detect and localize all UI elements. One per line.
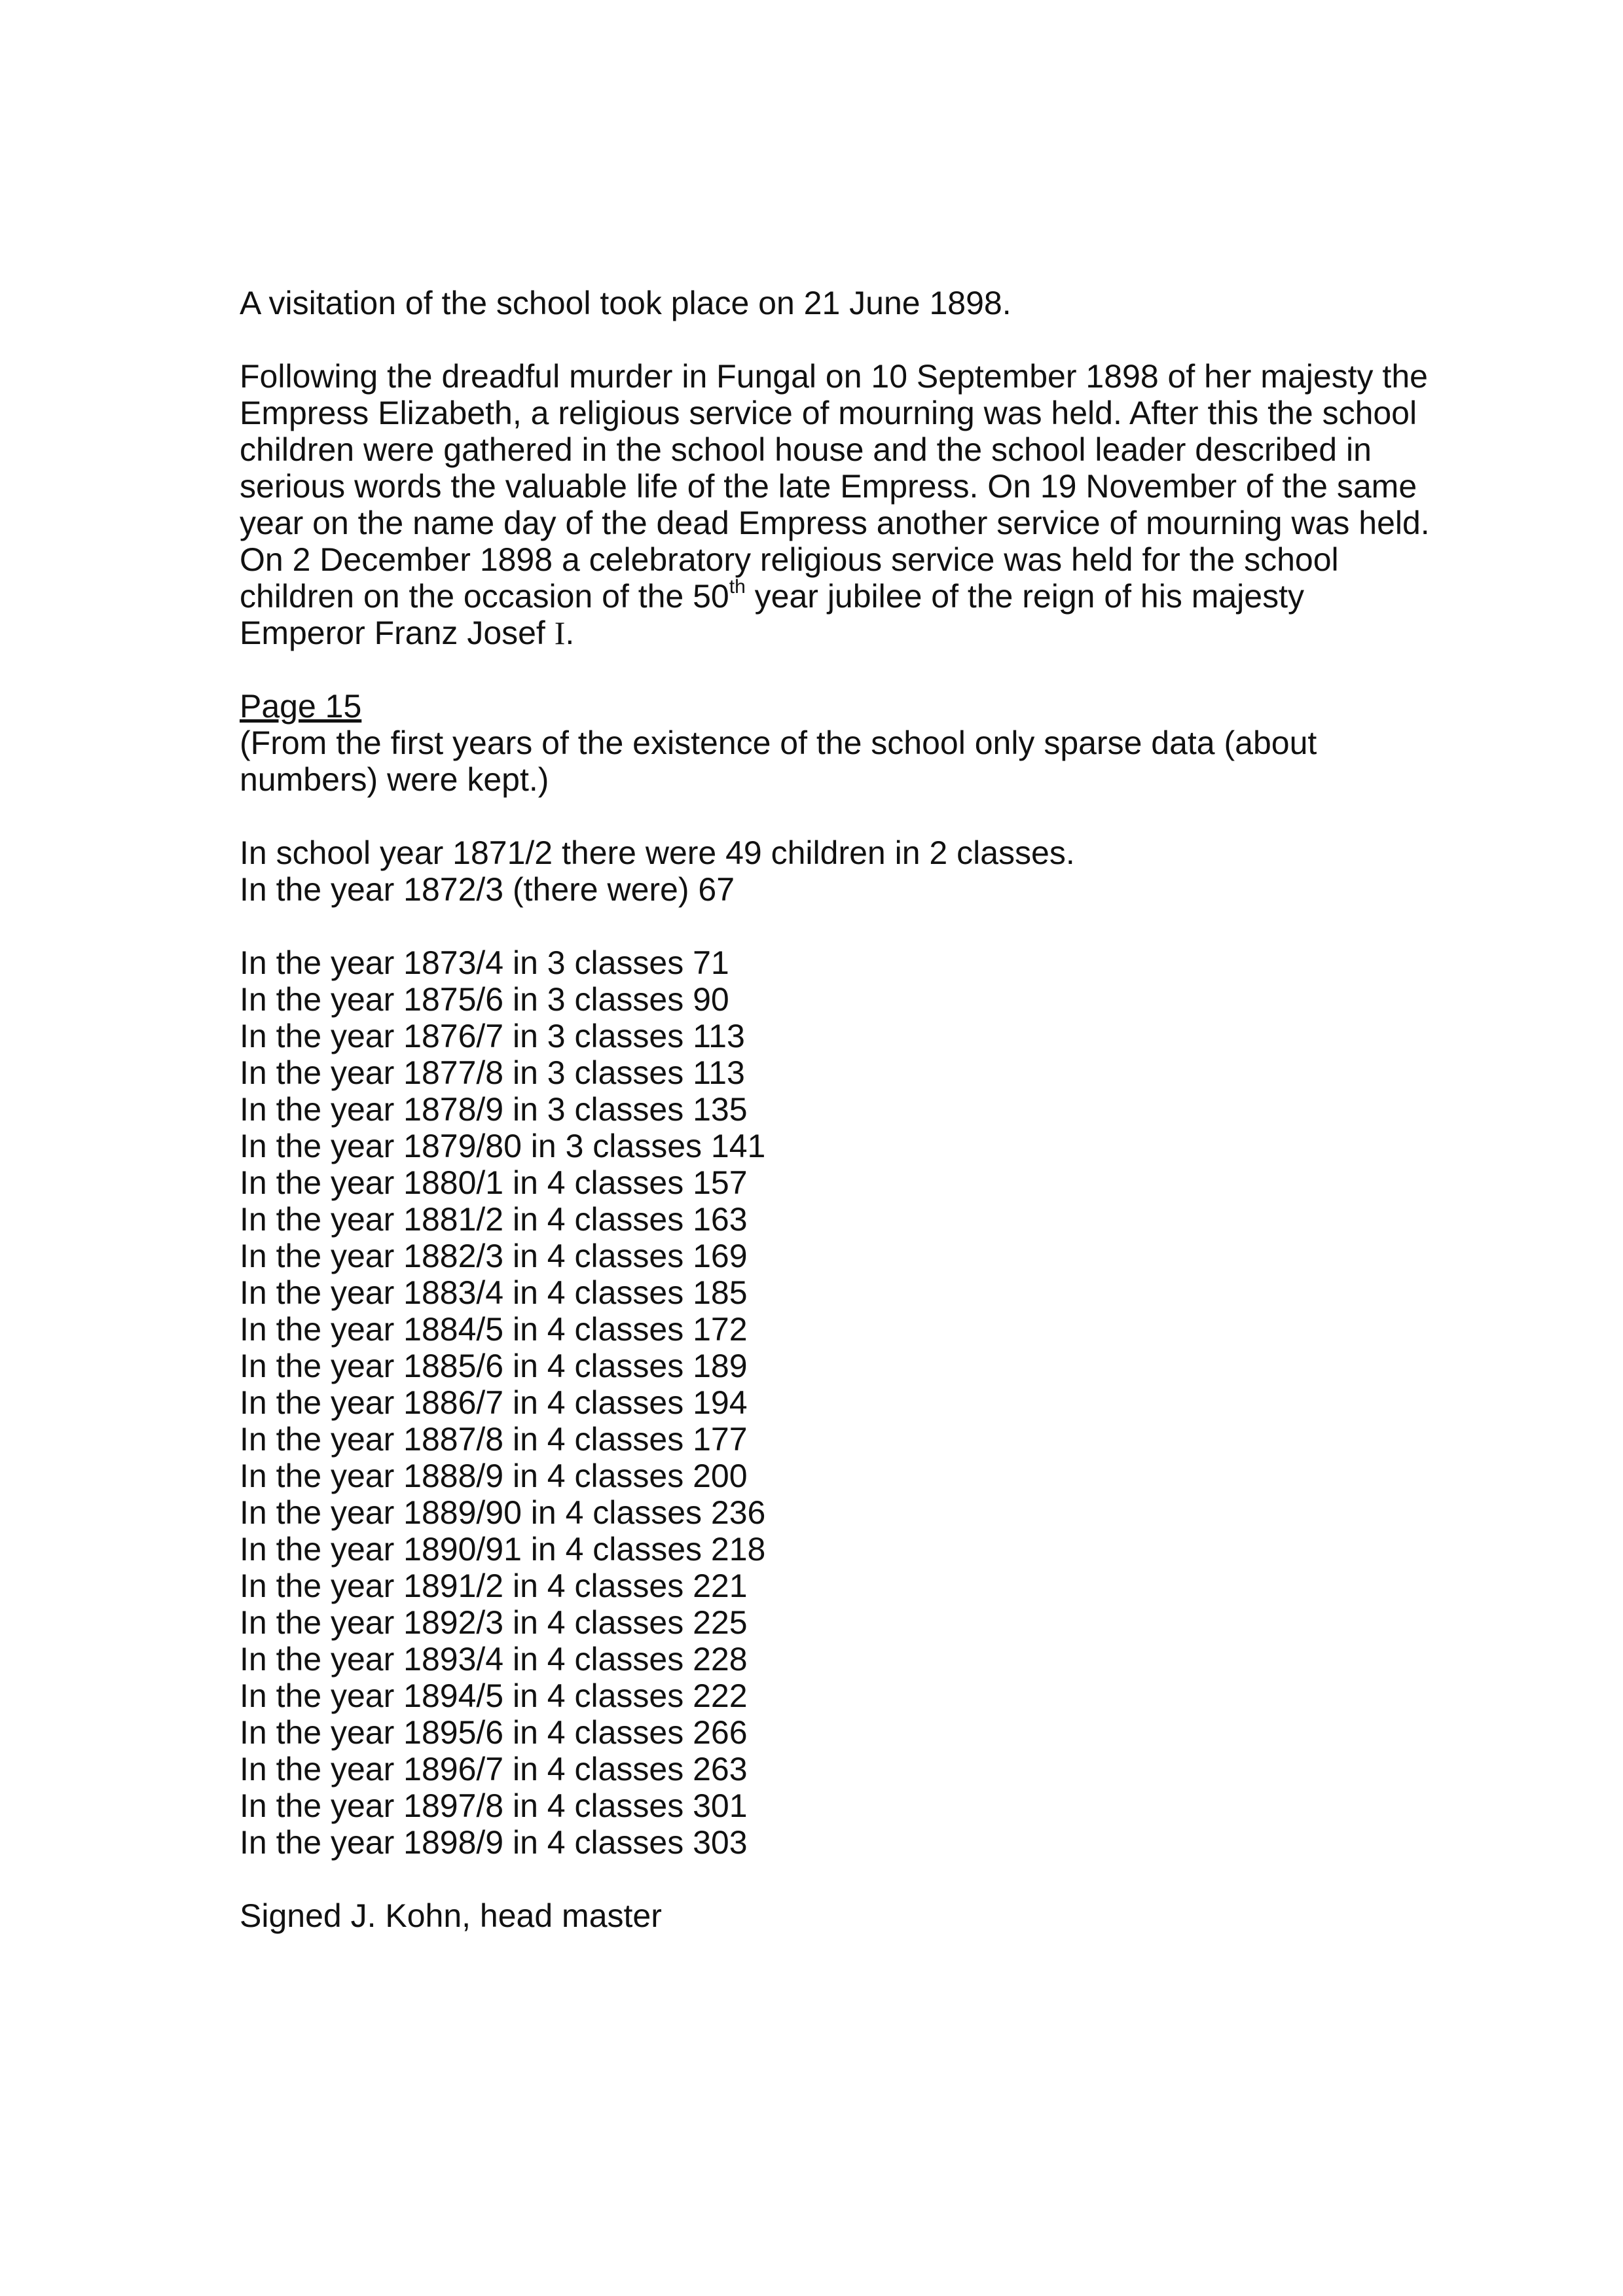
list-item: In the year 1880/1 in 4 classes 157 [240, 1164, 748, 1201]
sparse-data-note: (From the first years of the existence of the school only sparse data (about numbers) were kept.) [240, 725, 1317, 798]
enrollment-list [240, 944, 1438, 1861]
list-item: In the year 1890/91 in 4 classes 218 [240, 1531, 766, 1568]
list-item: In the year 1883/4 in 4 classes 185 [240, 1274, 748, 1311]
document-page [240, 285, 1438, 1934]
visitation-paragraph: A visitation of the school took place on 21 June 1898. [240, 285, 1012, 321]
list-item: In the year 1884/5 in 4 classes 172 [240, 1311, 748, 1348]
list-item: In the year 1889/90 in 4 classes 236 [240, 1494, 766, 1531]
list-item: In the year 1895/6 in 4 classes 266 [240, 1714, 748, 1751]
paragraph-gap [240, 321, 1438, 358]
list-item: In the year 1877/8 in 3 classes 113 [240, 1054, 745, 1091]
list-item: In the year 1879/80 in 3 classes 141 [240, 1128, 766, 1164]
list-item: In the year 1891/2 in 4 classes 221 [240, 1568, 748, 1604]
list-item: In the year 1887/8 in 4 classes 177 [240, 1421, 748, 1458]
list-item: In the year 1882/3 in 4 classes 169 [240, 1238, 748, 1274]
paragraph-gap [240, 1861, 1438, 1897]
list-item: In the year 1896/7 in 4 classes 263 [240, 1751, 748, 1787]
list-item: In the year 1892/3 in 4 classes 225 [240, 1604, 748, 1641]
paragraph-gap [240, 798, 1438, 834]
list-item: In the year 1886/7 in 4 classes 194 [240, 1384, 748, 1421]
list-item: In the year 1878/9 in 3 classes 135 [240, 1091, 748, 1128]
list-item: In the year 1893/4 in 4 classes 228 [240, 1641, 748, 1677]
list-item: In the year 1897/8 in 4 classes 301 [240, 1787, 748, 1824]
list-item: In the year 1885/6 in 4 classes 189 [240, 1348, 748, 1384]
ordinal-superscript: th [729, 576, 746, 598]
page-heading: Page 15 [240, 688, 362, 725]
paragraph-gap [240, 908, 1438, 944]
list-item: In the year 1875/6 in 3 classes 90 [240, 981, 729, 1018]
list-item: In the year 1894/5 in 4 classes 222 [240, 1677, 748, 1714]
list-item: In the year 1888/9 in 4 classes 200 [240, 1458, 748, 1494]
list-item: In the year 1873/4 in 3 classes 71 [240, 944, 729, 981]
early-years-list [240, 834, 1438, 908]
paragraph-gap [240, 651, 1438, 688]
list-item: In the year 1881/2 in 4 classes 163 [240, 1201, 748, 1238]
list-item: In school year 1871/2 there were 49 children in 2 classes. [240, 834, 1075, 871]
mourning-paragraph [240, 358, 1438, 651]
list-item: In the year 1876/7 in 3 classes 113 [240, 1018, 745, 1054]
mourning-text-part2: year jubilee of the reign of his majesty Emperor Franz Josef [240, 578, 1304, 651]
mourning-text-part1: Following the dreadful murder in Fungal on 10 September 1898 of her majesty the Empress Elizabeth, a religious service of mourning was held. After this the school children were gathered in the school house and the school leader described in serious words the valuable life of the late Empress. On 19 November of the same year on the name day of the dead Empress another service of mourning was held. On 2 December 1898 a celebratory religious service was held for the school children on the occasion of the 50 [240, 358, 1430, 615]
list-item: In the year 1872/3 (there were) 67 [240, 871, 735, 908]
regnal-numeral: I [554, 615, 566, 651]
signature-line: Signed J. Kohn, head master [240, 1897, 662, 1934]
mourning-text-end: . [565, 615, 575, 651]
list-item: In the year 1898/9 in 4 classes 303 [240, 1824, 748, 1861]
